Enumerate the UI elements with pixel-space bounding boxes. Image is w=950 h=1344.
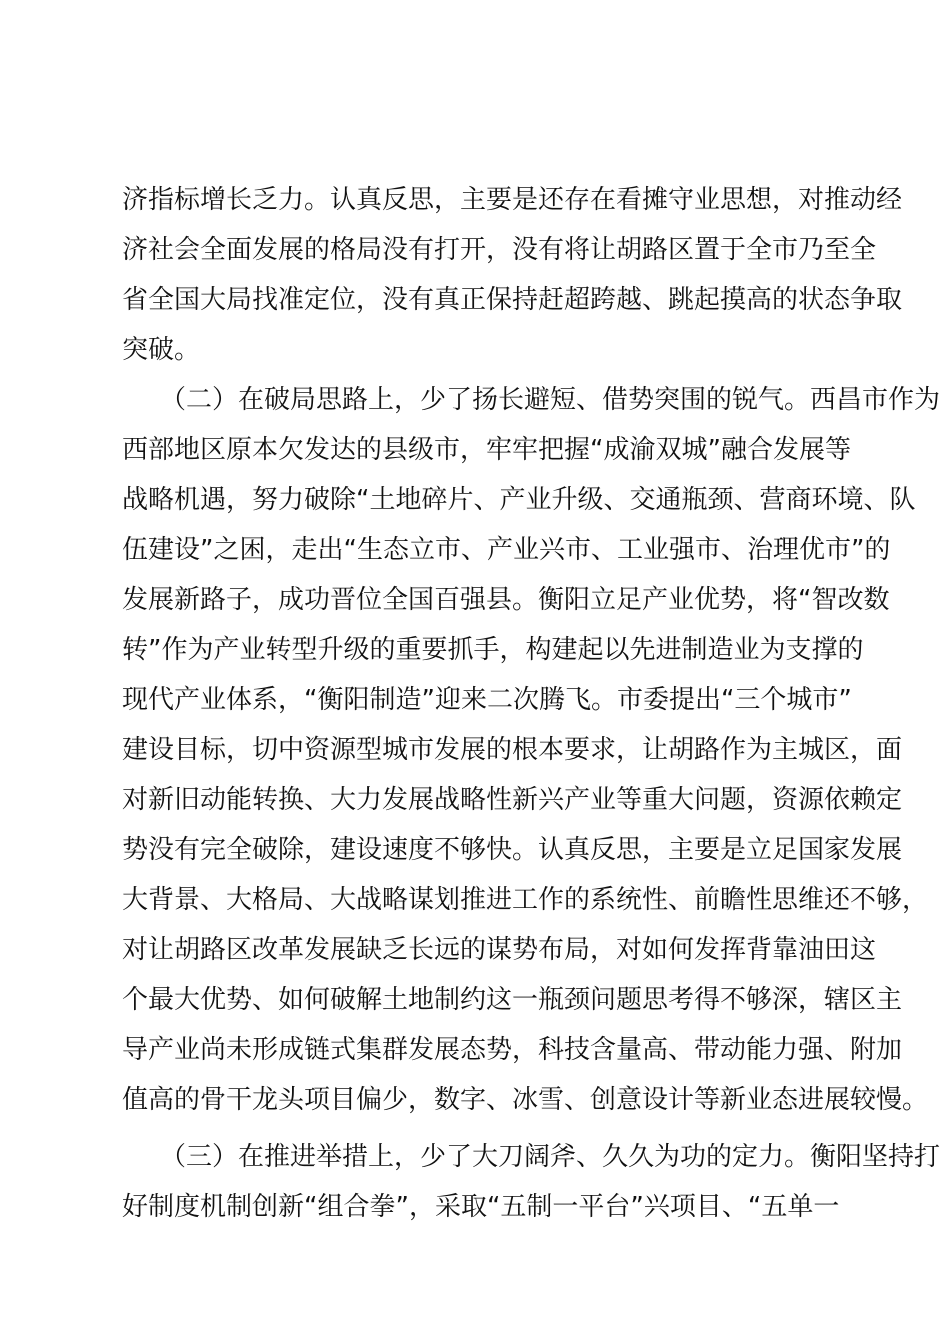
text-line: 转”作为产业转型升级的重要抓手，构建起以先进制造业为支撑的 xyxy=(122,635,864,665)
text-line: 现代产业体系，“衡阳制造”迎来二次腾飞。市委提出“三个城市” xyxy=(122,685,852,715)
text-line: 西部地区原本欠发达的县级市，牢牢把握“成渝双城”融合发展等 xyxy=(122,435,851,465)
text-line: 导产业尚未形成链式集群发展态势，科技含量高、带动能力强、附加 xyxy=(122,1035,903,1065)
text-line: 省全国大局找准定位，没有真正保持赶超跨越、跳起摸高的状态争取 xyxy=(122,285,903,315)
text-line: 大背景、大格局、大战略谋划推进工作的系统性、前瞻性思维还不够， xyxy=(122,885,929,915)
text-line: 值高的骨干龙头项目偏少，数字、冰雪、创意设计等新业态进展较慢。 xyxy=(122,1085,929,1115)
text-line: 伍建设”之困，走出“生态立市、产业兴市、工业强市、治理优市”的 xyxy=(122,535,891,565)
text-line: 济指标增长乏力。认真反思，主要是还存在看摊守业思想，对推动经 xyxy=(122,185,903,215)
text-line: 战略机遇，努力破除“土地碎片、产业升级、交通瓶颈、营商环境、队 xyxy=(122,485,916,515)
text-line: 济社会全面发展的格局没有打开，没有将让胡路区置于全市乃至全 xyxy=(122,235,877,265)
text-line: 突破。 xyxy=(122,335,201,365)
text-line: 对新旧动能转换、大力发展战略性新兴产业等重大问题，资源依赖定 xyxy=(122,785,903,815)
text-line: 建设目标，切中资源型城市发展的根本要求，让胡路作为主城区，面 xyxy=(122,735,903,765)
text-line: 个最大优势、如何破解土地制约这一瓶颈问题思考得不够深，辖区主 xyxy=(122,985,903,1015)
text-line: 对让胡路区改革发展缺乏长远的谋势布局，对如何发挥背靠油田这 xyxy=(122,935,877,965)
text-line: 发展新路子，成功晋位全国百强县。衡阳立足产业优势，将“智改数 xyxy=(122,585,890,615)
text-line: （二）在破局思路上，少了扬长避短、借势突围的锐气。西昌市作为 xyxy=(160,385,941,415)
text-line: （三）在推进举措上，少了大刀阔斧、久久为功的定力。衡阳坚持打 xyxy=(160,1142,941,1172)
text-line: 好制度机制创新“组合拳”，采取“五制一平台”兴项目、“五单一 xyxy=(122,1192,840,1222)
text-line: 势没有完全破除，建设速度不够快。认真反思，主要是立足国家发展 xyxy=(122,835,903,865)
